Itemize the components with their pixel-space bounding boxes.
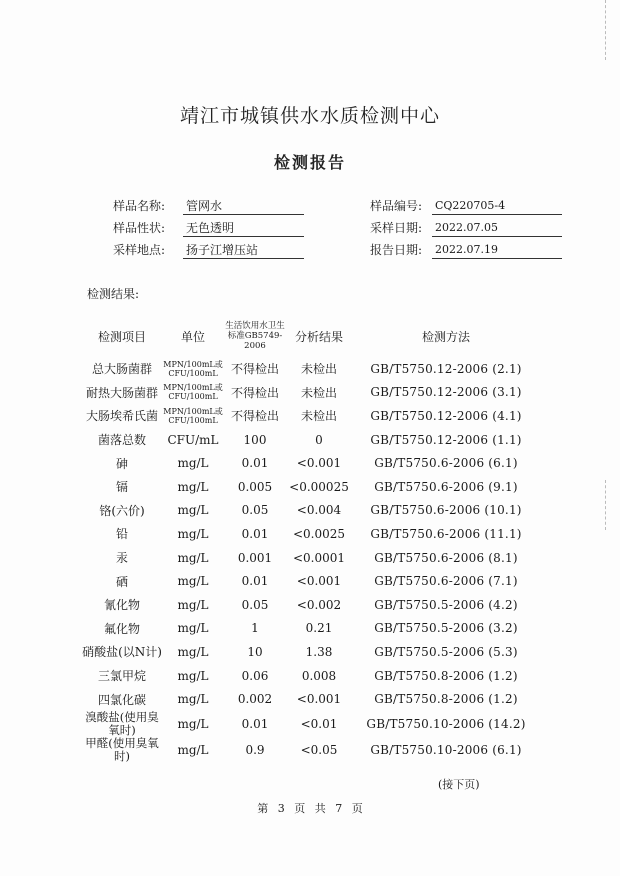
item-cell: 砷 xyxy=(115,456,128,471)
table-row xyxy=(82,640,540,664)
standard-cell: 0.01 xyxy=(241,574,269,589)
unit-cell: mg/L xyxy=(177,716,209,731)
standard-cell: 0.01 xyxy=(241,526,269,541)
result-cell: 未检出 xyxy=(300,362,337,377)
method-cell: GB/T5750.5-2006 (4.2) xyxy=(374,597,518,612)
result-cell: 0 xyxy=(315,432,323,447)
method-cell: GB/T5750.5-2006 (5.3) xyxy=(374,644,518,659)
result-cell: <0.004 xyxy=(296,503,342,518)
unit-cell: mg/L xyxy=(177,526,209,541)
standard-cell: 10 xyxy=(247,644,263,659)
sampling-date-label: 采样日期: xyxy=(370,221,423,235)
method-cell: GB/T5750.10-2006 (14.2) xyxy=(366,716,526,731)
unit-cell: mg/L xyxy=(177,597,209,612)
method-cell: GB/T5750.6-2006 (9.1) xyxy=(374,479,518,494)
table-row xyxy=(82,404,540,428)
item-cell: 氰化物 xyxy=(103,598,140,613)
table-row xyxy=(82,617,540,641)
result-cell: <0.0001 xyxy=(292,550,346,565)
result-cell: <0.05 xyxy=(300,742,338,757)
item-cell: 四氯化碳 xyxy=(97,692,146,707)
sample-property-value: 无色透明 xyxy=(183,220,304,237)
table-row xyxy=(82,357,540,381)
unit-cell: mg/L xyxy=(177,644,209,659)
method-cell: GB/T5750.12-2006 (2.1) xyxy=(370,361,522,376)
result-cell: 0.21 xyxy=(305,621,333,636)
sample-property-label: 样品性状: xyxy=(113,221,166,235)
header-result: 分析结果 xyxy=(294,329,343,344)
sampling-site-value: 扬子江增压站 xyxy=(183,242,304,259)
standard-cell: 不得检出 xyxy=(230,409,279,424)
result-cell: <0.0025 xyxy=(292,526,346,541)
table-row xyxy=(82,711,540,737)
item-cell: 铬(六价) xyxy=(99,503,145,518)
header-unit: 单位 xyxy=(180,329,205,344)
table-row xyxy=(82,569,540,593)
table-row xyxy=(82,546,540,570)
unit-cell: mg/L xyxy=(177,621,209,636)
method-cell: GB/T5750.6-2006 (8.1) xyxy=(374,550,518,565)
sampling-date-value: 2022.07.05 xyxy=(432,220,562,237)
item-cell xyxy=(82,711,162,737)
result-cell: <0.002 xyxy=(296,597,342,612)
table-row xyxy=(82,381,540,405)
sample-id-label: 样品编号: xyxy=(370,199,423,213)
standard-cell: 0.01 xyxy=(241,716,269,731)
item-cell: 镉 xyxy=(115,480,128,495)
method-cell: GB/T5750.12-2006 (1.1) xyxy=(370,432,522,447)
table-row xyxy=(82,428,540,452)
standard-cell: 0.01 xyxy=(241,456,269,471)
item-cell: 氟化物 xyxy=(103,621,140,636)
method-cell: GB/T5750.12-2006 (4.1) xyxy=(370,408,522,423)
unit-text: MPN/100mL或CFU/100mL xyxy=(163,383,223,402)
standard-cell: 0.05 xyxy=(241,503,269,518)
standard-cell: 不得检出 xyxy=(230,385,279,400)
table-row xyxy=(82,687,540,711)
unit-cell xyxy=(162,381,224,405)
item-cell: 汞 xyxy=(115,551,128,566)
table-row xyxy=(82,522,540,546)
report-date-value: 2022.07.19 xyxy=(432,242,562,259)
result-cell: <0.001 xyxy=(296,456,342,471)
item-text: 甲醛(使用臭氧时) xyxy=(85,735,159,763)
method-cell: GB/T5750.10-2006 (6.1) xyxy=(370,742,522,757)
result-cell: 未检出 xyxy=(300,385,337,400)
sample-name-value: 管网水 xyxy=(183,198,304,215)
result-cell: <0.001 xyxy=(296,692,342,707)
method-cell: GB/T5750.6-2006 (6.1) xyxy=(374,456,518,471)
unit-text: MPN/100mL或CFU/100mL xyxy=(163,359,223,378)
item-cell: 硒 xyxy=(115,574,128,589)
item-cell: 硝酸盐(以N计) xyxy=(82,645,162,660)
item-text: 溴酸盐(使用臭氧时) xyxy=(85,709,159,737)
standard-cell: 0.05 xyxy=(241,597,269,612)
method-cell: GB/T5750.8-2006 (1.2) xyxy=(374,668,518,683)
result-cell: <0.01 xyxy=(300,716,338,731)
unit-cell: mg/L xyxy=(177,574,209,589)
result-cell: <0.001 xyxy=(296,574,342,589)
method-cell: GB/T5750.6-2006 (11.1) xyxy=(370,526,522,541)
header-standard xyxy=(224,315,286,357)
unit-cell: mg/L xyxy=(177,550,209,565)
report-title: 检测报告 xyxy=(273,153,346,172)
report-date-label: 报告日期: xyxy=(370,243,423,257)
unit-cell xyxy=(162,357,224,381)
method-cell: GB/T5750.12-2006 (3.1) xyxy=(370,385,522,400)
unit-cell: mg/L xyxy=(177,742,209,757)
standard-cell: 不得检出 xyxy=(230,362,279,377)
item-cell: 耐热大肠菌群 xyxy=(85,385,158,400)
unit-cell: mg/L xyxy=(177,503,209,518)
sample-id-value: CQ220705-4 xyxy=(432,198,562,215)
result-cell: 未检出 xyxy=(300,409,337,424)
method-cell: GB/T5750.6-2006 (7.1) xyxy=(374,574,518,589)
sample-name-label: 样品名称: xyxy=(113,199,166,213)
standard-cell: 1 xyxy=(251,621,259,636)
unit-cell: mg/L xyxy=(177,692,209,707)
method-cell: GB/T5750.8-2006 (1.2) xyxy=(374,692,518,707)
standard-cell: 0.06 xyxy=(241,668,269,683)
seal-edge-mark xyxy=(605,0,620,60)
table-row xyxy=(82,664,540,688)
item-cell: 菌落总数 xyxy=(97,433,146,448)
standard-cell: 0.9 xyxy=(245,742,265,757)
table-row xyxy=(82,593,540,617)
unit-cell: CFU/mL xyxy=(167,432,219,447)
method-cell: GB/T5750.5-2006 (3.2) xyxy=(374,621,518,636)
item-cell: 总大肠菌群 xyxy=(91,362,152,377)
seal-edge-mark xyxy=(605,480,620,530)
unit-cell xyxy=(162,404,224,428)
unit-cell: mg/L xyxy=(177,479,209,494)
result-cell: <0.00025 xyxy=(289,479,349,494)
result-cell: 1.38 xyxy=(305,644,333,659)
standard-cell: 0.002 xyxy=(237,692,273,707)
item-cell: 大肠埃希氏菌 xyxy=(85,409,158,424)
method-cell: GB/T5750.6-2006 (10.1) xyxy=(370,503,522,518)
unit-cell: mg/L xyxy=(177,456,209,471)
table-header-row xyxy=(82,315,540,357)
item-cell: 三氯甲烷 xyxy=(97,669,146,684)
results-table xyxy=(82,315,540,763)
organization-title: 靖江市城镇供水水质检测中心 xyxy=(179,105,440,127)
table-row xyxy=(82,475,540,499)
sampling-site-label: 采样地点: xyxy=(113,243,166,257)
table-row xyxy=(82,737,540,763)
unit-text: MPN/100mL或CFU/100mL xyxy=(163,406,223,425)
header-item: 检测项目 xyxy=(97,329,146,344)
header-method: 检测方法 xyxy=(421,329,470,344)
item-cell xyxy=(82,737,162,763)
page-footer: 第 3 页 共 7 页 xyxy=(257,802,363,815)
standard-cell: 0.001 xyxy=(237,550,273,565)
table-row xyxy=(82,499,540,523)
unit-cell: mg/L xyxy=(177,668,209,683)
table-row xyxy=(82,451,540,475)
results-label: 检测结果: xyxy=(87,287,140,301)
standard-cell: 100 xyxy=(243,432,267,447)
header-standard-text: 生活饮用水卫生标准GB5749-2006 xyxy=(225,321,285,351)
continued-note: (接下页) xyxy=(438,778,480,791)
result-cell: 0.008 xyxy=(301,668,337,683)
standard-cell: 0.005 xyxy=(237,479,273,494)
item-cell: 铅 xyxy=(115,527,128,542)
